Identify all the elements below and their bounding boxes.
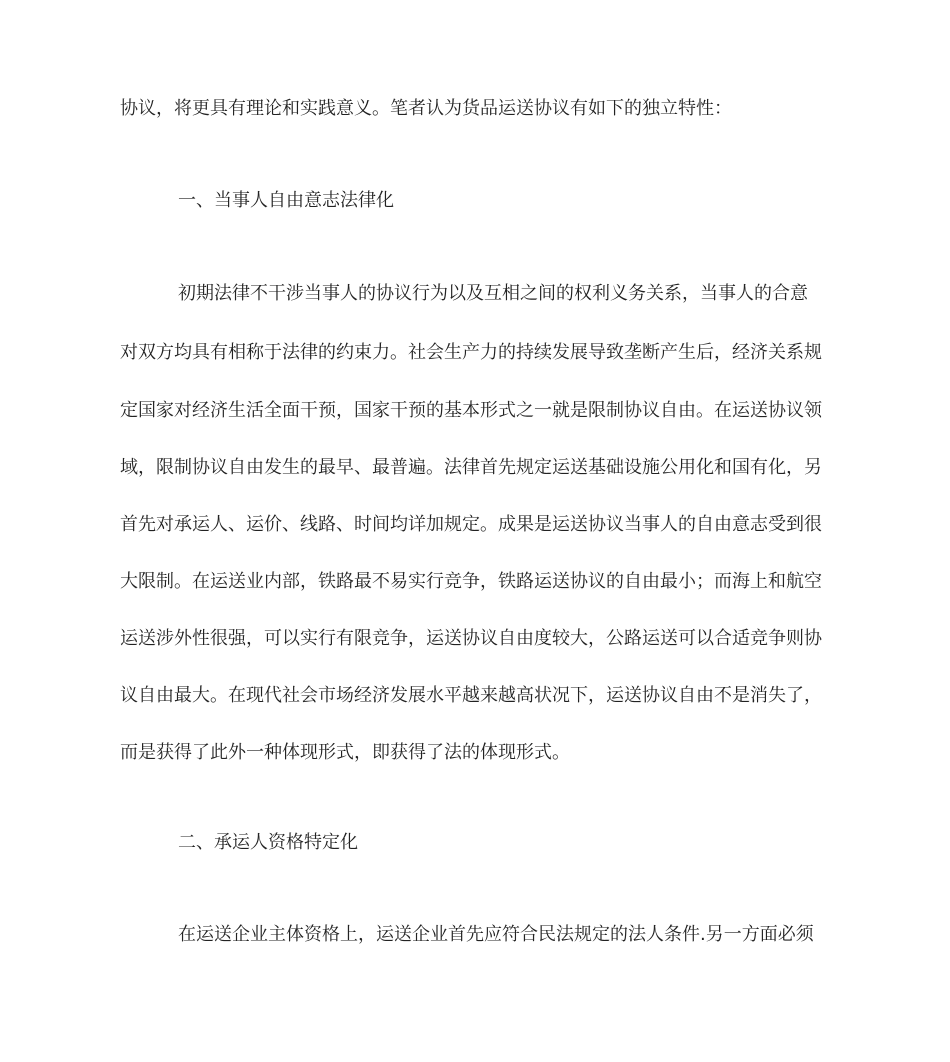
paragraph-line: 定国家对经济生活全面干预，国家干预的基本形式之一就是限制协议自由。在运送协议领 xyxy=(120,400,822,421)
paragraph-line: 首先对承运人、运价、线路、时间均详加规定。成果是运送协议当事人的自由意志受到很 xyxy=(120,514,822,535)
paragraph-continuation-line: 协议，将更具有理论和实践意义。笔者认为货品运送协议有如下的独立特性： xyxy=(120,98,732,119)
paragraph-line: 运送涉外性很强，可以实行有限竞争，运送协议自由度较大，公路运送可以合适竞争则协 xyxy=(120,628,822,649)
paragraph-line: 初期法律不干涉当事人的协议行为以及互相之间的权利义务关系，当事人的合意 xyxy=(178,283,808,304)
paragraph-line: 在运送企业主体资格上，运送企业首先应符合民法规定的法人条件.另一方面必须 xyxy=(178,924,814,945)
paragraph-line: 对双方均具有相称于法律的约束力。社会生产力的持续发展导致垄断产生后，经济关系规 xyxy=(120,342,822,363)
section-heading-2: 二、承运人资格特定化 xyxy=(178,832,358,853)
paragraph-line: 大限制。在运送业内部，铁路最不易实行竞争，铁路运送协议的自由最小；而海上和航空 xyxy=(120,571,822,592)
section-heading-1: 一、当事人自由意志法律化 xyxy=(178,190,394,211)
paragraph-line: 议自由最大。在现代社会市场经济发展水平越来越高状况下，运送协议自由不是消失了， xyxy=(120,685,822,706)
paragraph-line: 而是获得了此外一种体现形式，即获得了法的体现形式。 xyxy=(120,742,570,763)
paragraph-line: 域，限制协议自由发生的最早、最普遍。法律首先规定运送基础设施公用化和国有化，另 xyxy=(120,457,822,478)
